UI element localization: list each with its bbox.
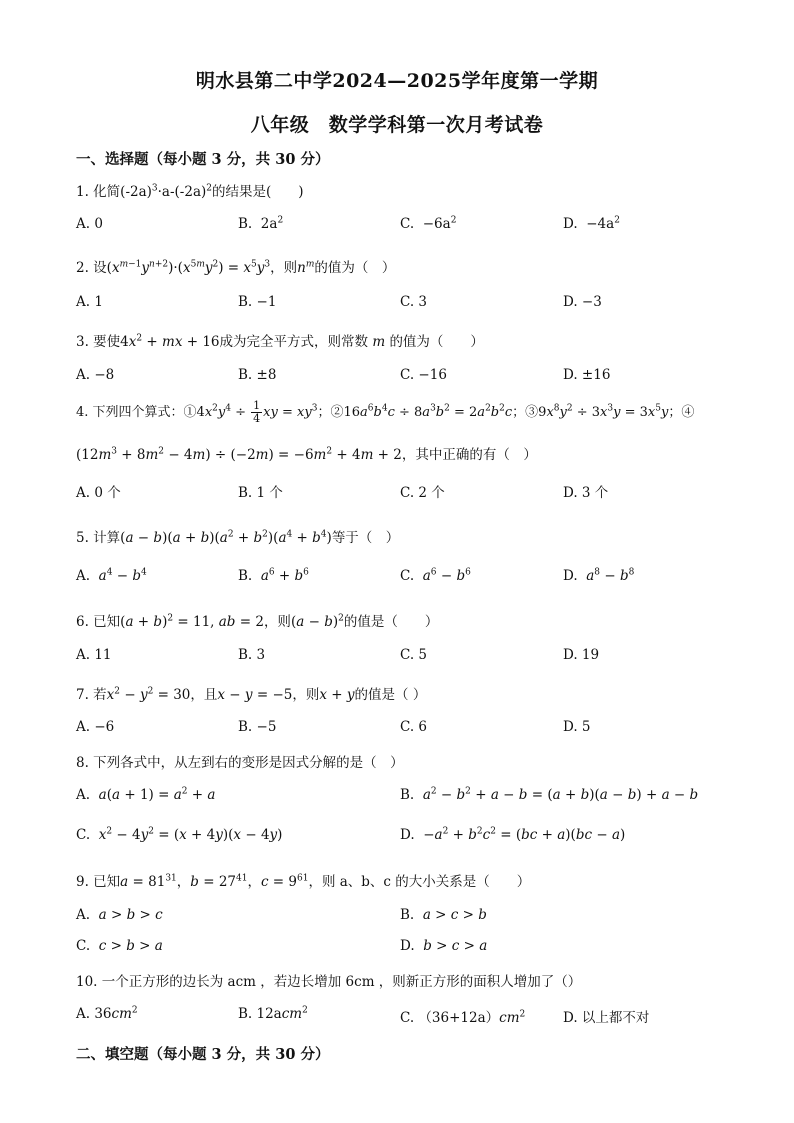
q4-option-b[interactable]: B. 1 个 [238, 485, 283, 501]
question-3-options [76, 367, 716, 389]
section-heading-fill-in: 二、填空题（每小题 3 分，共 30 分） [76, 1046, 330, 1063]
q6-option-b[interactable]: B. 3 [238, 647, 266, 663]
q7-option-c[interactable]: C. 6 [400, 719, 428, 735]
section-heading-choice: 一、选择题（每小题 3 分，共 30 分） [76, 151, 330, 168]
question-10: 10. 一个正方形的边长为 acm ，若边长增加 6cm ，则新正方形的面积人增加了（） [76, 974, 582, 990]
question-9-options-row2 [76, 938, 716, 960]
q10-option-d[interactable]: D. 以上都不对 [563, 1010, 650, 1026]
question-7: 7. 若$x^2 - y^2 = 30$，且x − y = −5，则x + y的值是（ ） [76, 686, 427, 703]
question-5: 5. 计算$(a - b)(a + b)(a^2 + b^2)(a^4 + b^4)$等于（ ） [76, 529, 400, 546]
q7-option-b[interactable]: B. −5 [238, 719, 277, 735]
q1-text-2: ·a-(-2a) [157, 184, 207, 200]
q4-option-d[interactable]: D. 3 个 [563, 485, 609, 501]
q4-option-c[interactable]: C. 2 个 [400, 485, 445, 501]
q5-option-d[interactable]: D. $a^8 - b^8$ [563, 567, 635, 584]
question-6-options [76, 647, 716, 669]
question-6: 6. 已知$(a + b)^2 = 11$, ab = 2，则$(a - b)^2$的值是（ ） [76, 613, 439, 630]
q5-option-b[interactable]: B. $a^6 + b^6$ [238, 567, 309, 584]
question-2-options [76, 294, 716, 316]
question-5-options [76, 568, 716, 590]
q9-option-d[interactable]: D. b > c > a [400, 938, 488, 954]
q3-option-b[interactable]: B. ±8 [238, 367, 277, 383]
question-10-options [76, 1006, 716, 1028]
q3-option-c[interactable]: C. −16 [400, 367, 447, 383]
question-3: 3. 要使$4x^2$ + mx + 16成为完全平方式，则常数 m 的值为（ ） [76, 333, 484, 350]
q8-option-b[interactable]: B. $a^2 - b^2 + a - b = (a + b)(a - b) + a - b$ [400, 786, 699, 803]
q6-option-a[interactable]: A. 11 [76, 647, 112, 663]
exam-title-line1: 明水县第二中学2024—2025学年度第一学期 [195, 70, 599, 92]
question-4-line2: $(12m^3 + 8m^2 - 4m) \div (-2m) = -6m^2 + 4m + 2$，其中正确的有（ ） [76, 446, 537, 463]
question-4-line1: 4. 下列四个算式：$①4x^2y^4$ ÷ $\frac{1}{4}$ xy = $xy^3$；$②16a^6b^4c \div 8a^3b^2 = 2a^2b^2c$；$③9x^8y^2 \div 3x^3y = 3x^5y$；④ [76, 399, 695, 425]
q1-option-c[interactable]: C. $-6a^2$ [400, 215, 457, 232]
q8-option-a[interactable]: A. $a(a + 1) = a^2 + a$ [76, 786, 216, 803]
q10-option-c[interactable]: C. $(36+12a)cm^2$ [400, 1009, 526, 1026]
q6-option-d[interactable]: D. 19 [563, 647, 600, 663]
q2-option-c[interactable]: C. 3 [400, 294, 428, 310]
q9-option-c[interactable]: C. c > b > a [76, 938, 163, 954]
q1-text-3: 的结果是( ) [212, 184, 304, 200]
question-9: 9. 已知$a = 81^{31}$，$b = 27^{41}$，$c = 9^{61}$，则 a、b、c 的大小关系是（ ） [76, 873, 531, 890]
q1-option-a[interactable]: A. 0 [76, 216, 103, 232]
exam-title-line2: 八年级 数学学科第一次月考试卷 [250, 114, 544, 136]
q4-option-a[interactable]: A. 0 个 [76, 485, 121, 501]
q3-option-d[interactable]: D. ±16 [563, 367, 611, 383]
q9-option-b[interactable]: B. a > c > b [400, 907, 487, 923]
q8-option-d[interactable]: D. $-a^2 + b^2c^2 = (bc + a)(bc - a)$ [400, 826, 626, 843]
q1-option-b[interactable]: B. $2a^2$ [238, 215, 284, 232]
q2-option-d[interactable]: D. −3 [563, 294, 602, 310]
q3-option-a[interactable]: A. −8 [76, 367, 115, 383]
question-8-options-row2 [76, 827, 716, 849]
question-8-options-row1 [76, 787, 716, 809]
q10-option-b[interactable]: B. 12acm$^2$ [238, 1005, 308, 1022]
q9-option-a[interactable]: A. a > b > c [76, 907, 163, 923]
q5-option-c[interactable]: C. $a^6 - b^6$ [400, 567, 471, 584]
q2-option-a[interactable]: A. 1 [76, 294, 103, 310]
q10-option-a[interactable]: A. $36cm^2$ [76, 1005, 138, 1022]
q5-option-a[interactable]: A. $a^4 - b^4$ [76, 567, 147, 584]
q1-text: 1. 化简(-2a) [76, 184, 152, 200]
question-1-options [76, 216, 716, 238]
q2-option-b[interactable]: B. −1 [238, 294, 277, 310]
q7-option-d[interactable]: D. 5 [563, 719, 591, 735]
q7-option-a[interactable]: A. −6 [76, 719, 115, 735]
question-4-options [76, 481, 716, 503]
question-9-options-row1 [76, 907, 716, 929]
question-2: 2. 设$(x^{m-1}y^{n+2})\cdot(x^{5m}y^2) = x^5y^3$，则$n^m$的值为（ ） [76, 259, 396, 276]
question-1: 1. 化简$(-2a)^3\cdot a-(-2a)^2$的结果是( ) [76, 183, 304, 200]
q8-option-c[interactable]: C. $x^2 - 4y^2 = (x + 4y)(x - 4y)$ [76, 826, 283, 843]
q1-option-d[interactable]: D. $-4a^2$ [563, 215, 620, 232]
q6-option-c[interactable]: C. 5 [400, 647, 428, 663]
question-8: 8. 下列各式中，从左到右的变形是因式分解的是（ ） [76, 755, 404, 771]
question-7-options [76, 719, 716, 741]
